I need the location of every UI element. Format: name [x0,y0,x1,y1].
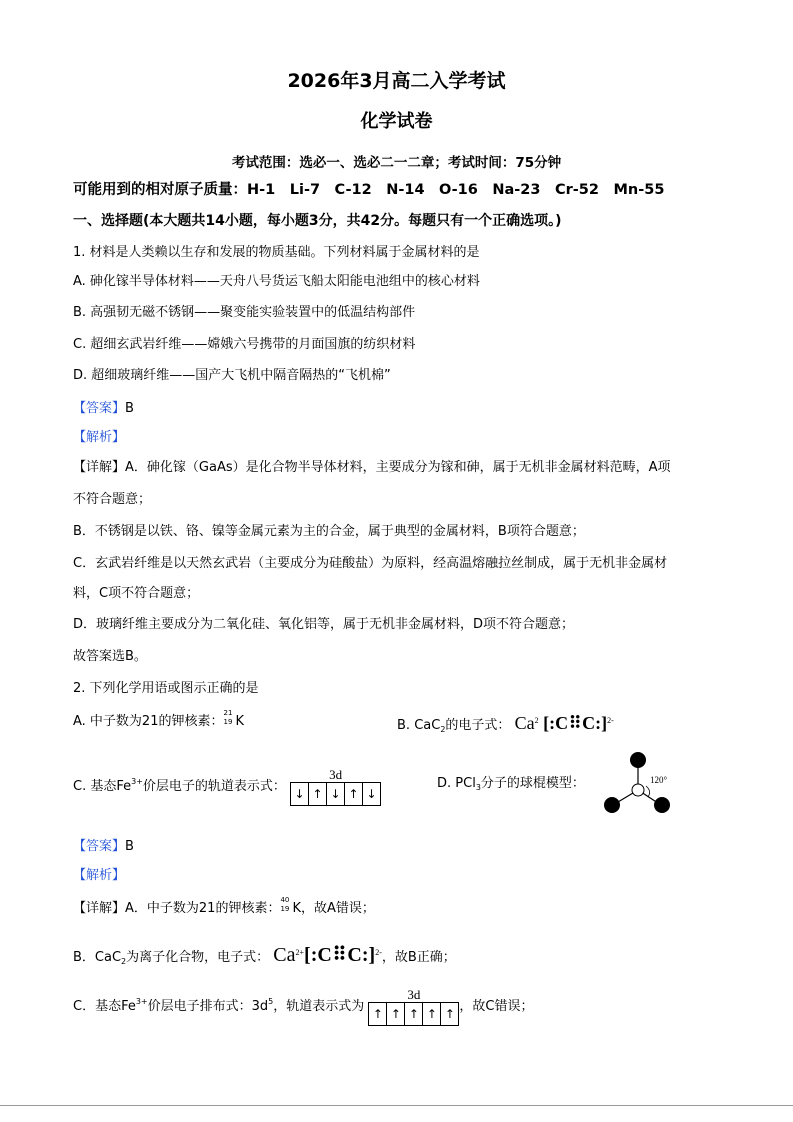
chlorine-atom [654,797,670,813]
q1-option-b: B. 高强韧无磁不锈钢——聚变能实验装置中的低温结构部件 [73,305,416,320]
q1-explain-a: 【详解】A．砷化镓（GaAs）是化合物半导体材料，主要成分为镓和砷，属于无机非金属材料范畴，A项 [73,460,671,475]
orbital-cell: ↑ [444,1006,455,1021]
q1-conclusion: 故答案选B。 [73,649,147,664]
orbital-cell: ↓ [327,783,345,805]
q1-option-d: D. 超细玻璃纤维——国产大飞机中隔音隔热的“飞机棉” [73,368,391,383]
detail-tag: 【详解】 [73,460,126,475]
q2-stem: 2. 下列化学用语或图示正确的是 [73,681,259,696]
chlorine-atom [630,752,646,768]
section-heading: 一、选择题(本大题共14小题，每小题3分，共42分。每题只有一个正确选项。) [73,213,562,229]
q2-explain-b: B．CaC$_2$为离子化合物，电子式： $Ca^{2+}[:C⠿C:]^{2-}$，故B正确； [73,944,456,966]
exam-title: 2026年3月高二入学考试 [287,70,506,92]
q1-explain-c: C．玄武岩纤维是以天然玄武岩（主要成分为硅酸盐）为原料，经高温熔融拉丝制成，属于无机非金属材 [73,556,668,571]
q2-answer-line: 【答案】B [73,839,134,854]
q2-option-a: A. 中子数为21的钾核素： 21 19 K [73,709,245,729]
orbital-cell: ↑ [387,1003,405,1025]
q2-explain-a: 【详解】A．中子数为21的钾核素： 40 19 K，故A错误； [73,896,375,916]
q1-explain-a-cont: 不符合题意； [73,492,152,507]
q2-explain-c: C．基态$Fe^{3+}$价层电子排布式：$3d^5$，轨道表示式为 3d ↑ ↑ ↑ ↑ ↑ ，故C错误； [73,980,534,1024]
orbital-cell: ↓ [366,786,377,801]
orbital-cell: ↑ [345,783,363,805]
q1-explain-d: D．玻璃纤维主要成分为二氧化硅、氧化铝等，属于无机非金属材料，D项不符合题意； [73,617,575,632]
orbital-cell: ↓ [291,783,309,805]
q2-option-d: D. PCl$_3$分子的球棍模型： [437,776,585,792]
orbital-cell: ↑ [405,1003,423,1025]
exam-scope: 考试范围：选必一、选必二一二章；考试时间：75分钟 [231,155,562,171]
q1-stem: 1. 材料是人类赖以生存和发展的物质基础。下列材料属于金属材料的是 [73,245,480,260]
orbital-cell: ↑ [369,1003,387,1025]
answer-tag: 【答案】 [73,401,126,416]
nuclide-symbol: 21 19 [223,709,233,726]
q2-analysis-tag: 【解析】 [73,868,126,883]
exam-subtitle: 化学试卷 [360,111,433,132]
q1-answer: B [125,401,134,416]
chlorine-atom [604,797,620,813]
q2-option-c: C. 基态$Fe^{3+}$价层电子的轨道表示式： 3d ↓ ↑ ↓ ↑ ↓ [73,760,381,804]
orbital-cell: ↑ [423,1003,441,1025]
electron-formula: Ca$^2$ [:C⠿C:]$^{2-}$ [514,713,614,733]
electron-formula: $Ca^{2+}[:C⠿C:]^{2-}$ [273,944,382,966]
q1-analysis-tag: 【解析】 [73,430,126,445]
orbital-diagram: 3d ↓ ↑ ↓ ↑ ↓ [290,768,381,806]
q1-answer-line [73,400,134,418]
q2-option-b: B. CaC$_2$的电子式： Ca$^2$ [:C⠿C:]$^{2-}$ [397,713,614,734]
atomic-masses: 可能用到的相对原子质量：H-1 Li-7 C-12 N-14 O-16 Na-23 Cr-52 Mn-55 [73,182,665,198]
q1-explain-b: B．不锈钢是以铁、铬、镍等金属元素为主的合金，属于典型的金属材料，B项符合题意； [73,524,585,539]
phosphorus-atom [632,784,644,796]
orbital-cell: ↑ [309,783,327,805]
orbital-diagram: 3d ↑ ↑ ↑ ↑ ↑ [368,988,459,1026]
page-bottom-rule [0,1105,793,1106]
q1-explain-c-cont: 料，C项不符合题意； [73,586,200,601]
q1-option-a: A. 砷化镓半导体材料——天舟八号货运飞船太阳能电池组中的核心材料 [73,274,480,289]
nuclide-symbol: 40 19 [280,896,290,913]
ball-stick-model [598,748,678,818]
q2-answer: B [125,839,134,854]
bond-angle-label: 120° [650,775,668,785]
q1-option-c: C. 超细玄武岩纤维——嫦娥六号携带的月面国旗的纺织材料 [73,337,416,352]
